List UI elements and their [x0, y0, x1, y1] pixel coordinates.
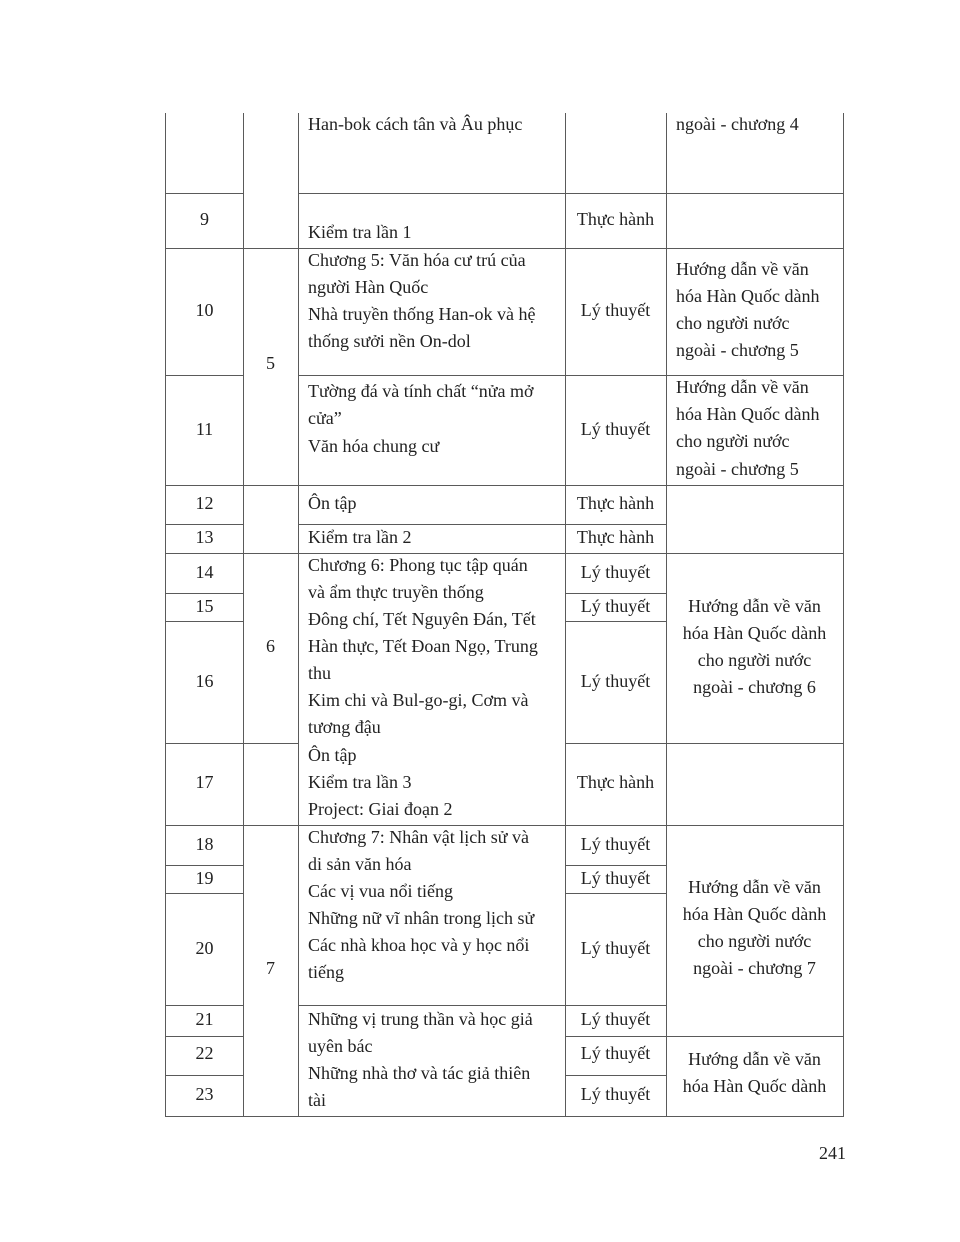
table-cell-material: ngoài - chương 5: [676, 340, 799, 360]
table-cell-type: Lý thuyết: [580, 419, 651, 439]
table-cell-type: Lý thuyết: [580, 938, 651, 958]
table-cell-material: hóa Hàn Quốc dành: [676, 286, 820, 306]
table-cell-type: Lý thuyết: [580, 300, 651, 320]
table-cell-content: Ôn tập: [308, 493, 357, 513]
table-cell-type: Lý thuyết: [580, 562, 651, 582]
table-cell-material: hóa Hàn Quốc dành: [682, 1076, 827, 1096]
row-number: 15: [195, 596, 214, 616]
table-cell-content: Văn hóa chung cư: [308, 436, 440, 456]
table-cell-content: thu: [308, 663, 332, 683]
table-cell-material: cho người nước: [676, 431, 790, 451]
table-cell-material: cho người nước: [676, 313, 790, 333]
row-number: 12: [195, 493, 214, 513]
table-cell-content: Chương 6: Phong tục tập quán: [308, 555, 528, 575]
table-cell-material: ngoài - chương 7: [693, 958, 816, 978]
table-cell-content: Kiểm tra lần 2: [308, 527, 412, 547]
table-cell-content: Đông chí, Tết Nguyên Đán, Tết: [308, 609, 536, 629]
table-cell-type: Lý thuyết: [580, 596, 651, 616]
row-number: 10: [195, 300, 214, 320]
table-cell-type: Lý thuyết: [580, 834, 651, 854]
table-cell-material: cho người nước: [697, 931, 812, 951]
row-number: 23: [195, 1084, 214, 1104]
row-number: 11: [195, 419, 214, 439]
row-number: 22: [195, 1043, 214, 1063]
table-cell-content: Kiểm tra lần 3: [308, 772, 412, 792]
table-cell-material: Hướng dẫn về văn: [676, 377, 809, 397]
table-cell-material: hóa Hàn Quốc dành: [682, 623, 827, 643]
row-number: 19: [195, 868, 214, 888]
week-number: 7: [266, 958, 275, 978]
table-cell-material: cho người nước: [697, 650, 812, 670]
table-cell-content: Chương 5: Văn hóa cư trú của: [308, 250, 526, 270]
table-cell-content: uyên bác: [308, 1036, 373, 1056]
table-cell-content: thống sưởi nền On-dol: [308, 331, 471, 351]
table-cell-content: Hàn thực, Tết Đoan Ngọ, Trung: [308, 636, 538, 656]
table-cell-material: hóa Hàn Quốc dành: [676, 404, 820, 424]
table-cell-content: di sản văn hóa: [308, 854, 412, 874]
table-cell-content: Các nhà khoa học và y học nổi: [308, 935, 530, 955]
table-cell-content: và ẩm thực truyền thống: [308, 582, 484, 602]
table-cell-content: tương đậu: [308, 717, 381, 737]
table-cell-content: Tường đá và tính chất “nửa mở: [308, 381, 534, 401]
table-cell-type: Lý thuyết: [580, 868, 651, 888]
table-cell-type: Lý thuyết: [580, 1009, 651, 1029]
table-cell-content: Chương 7: Nhân vật lịch sử và: [308, 827, 530, 847]
row-number: 20: [195, 938, 214, 958]
table-cell-content: Kiểm tra lần 1: [308, 222, 412, 242]
row-number: 9: [200, 209, 209, 229]
table-cell-material: ngoài - chương 6: [693, 677, 816, 697]
table-cell-material: ngoài - chương 5: [676, 459, 799, 479]
row-number: 17: [195, 772, 214, 792]
table-cell-content: tài: [308, 1090, 326, 1110]
row-number: 18: [195, 834, 214, 854]
table-cell-content: Những vị trung thần và học giả: [308, 1009, 533, 1029]
table-cell-content: Các vị vua nổi tiếng: [308, 881, 453, 901]
table-cell-content: Những nhà thơ và tác giả thiên: [308, 1063, 531, 1083]
table-cell-material: ngoài - chương 4: [676, 114, 799, 134]
table-cell-material: hóa Hàn Quốc dành: [682, 904, 827, 924]
table-cell-material: Hướng dẫn về văn: [688, 596, 821, 616]
row-number: 13: [195, 527, 214, 547]
week-number: 6: [266, 636, 275, 656]
table-cell-type: Thực hành: [576, 493, 655, 513]
page-number: 241: [819, 1143, 846, 1163]
table-cell-content: tiếng: [308, 962, 344, 982]
table-cell-material: Hướng dẫn về văn: [688, 877, 821, 897]
table-cell-content: Han-bok cách tân và Âu phục: [308, 114, 523, 134]
table-cell-content: Nhà truyền thống Han-ok và hệ: [308, 304, 536, 324]
table-cell-type: Lý thuyết: [580, 671, 651, 691]
week-number: 5: [266, 353, 275, 373]
table-cell-type: Thực hành: [576, 209, 655, 229]
table-cell-content: Project: Giai đoạn 2: [308, 799, 453, 819]
table-cell-type: Thực hành: [576, 772, 655, 792]
table-cell-content: Kim chi và Bul-go-gi, Cơm và: [308, 690, 529, 710]
table-cell-content: cửa”: [308, 408, 342, 428]
table-cell-material: Hướng dẫn về văn: [676, 259, 809, 279]
table-cell-content: Những nữ vĩ nhân trong lịch sử: [308, 908, 535, 928]
table-cell-type: Thực hành: [576, 527, 655, 547]
table-cell-content: người Hàn Quốc: [308, 277, 429, 297]
row-number: 14: [195, 562, 214, 582]
row-number: 21: [195, 1009, 214, 1029]
table-cell-material: Hướng dẫn về văn: [688, 1049, 821, 1069]
row-number: 16: [195, 671, 214, 691]
table-cell-content: Ôn tập: [308, 745, 357, 765]
table-cell-type: Lý thuyết: [580, 1043, 651, 1063]
table-cell-type: Lý thuyết: [580, 1084, 651, 1104]
